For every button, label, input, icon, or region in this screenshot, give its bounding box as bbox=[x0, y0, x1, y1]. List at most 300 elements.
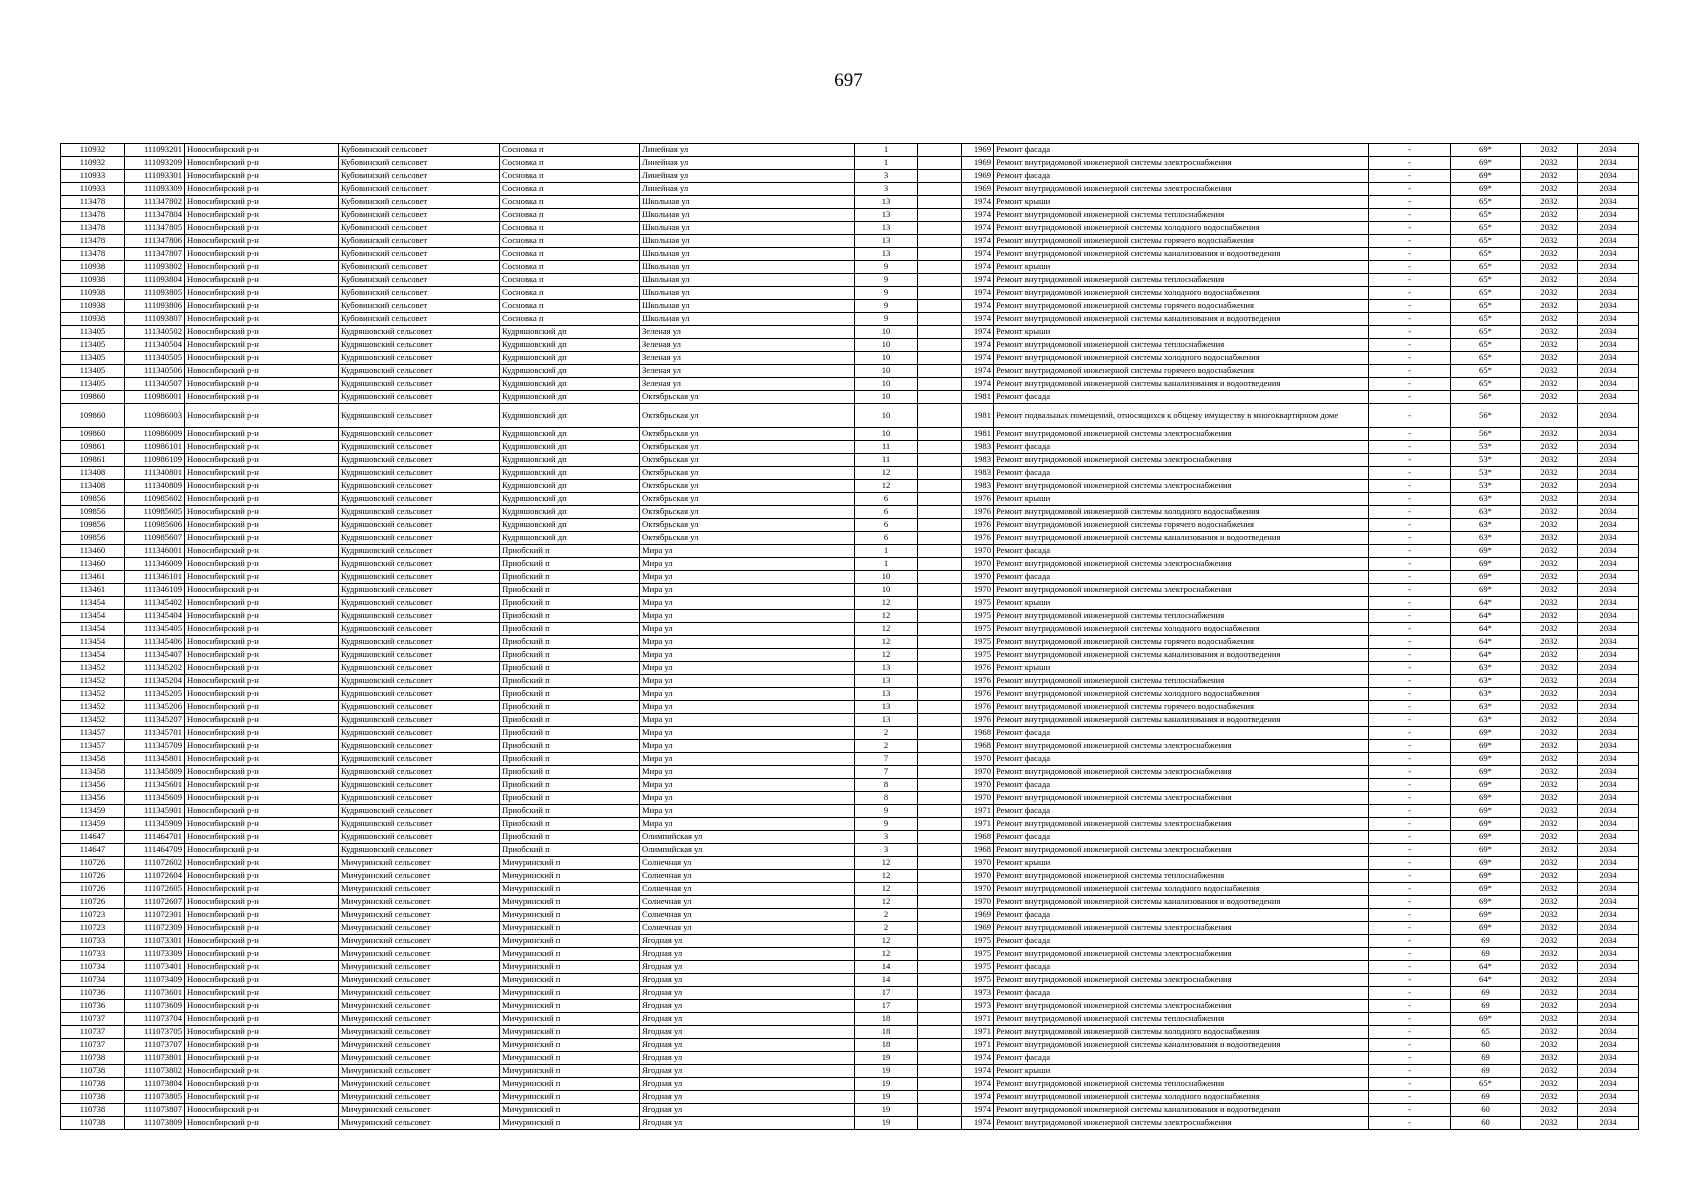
cell-year-start: 2032 bbox=[1521, 870, 1578, 883]
table-row bbox=[61, 532, 1639, 545]
cell-house-number: 8 bbox=[855, 779, 918, 792]
cell-house-id: 113405 bbox=[61, 352, 125, 365]
cell-building bbox=[918, 365, 962, 378]
cell-municipality: Кудряшовский сельсовет bbox=[339, 844, 500, 857]
cell-building bbox=[918, 636, 962, 649]
cell-house-id: 110737 bbox=[61, 1026, 125, 1039]
cell-building bbox=[918, 1026, 962, 1039]
cell-house-number: 2 bbox=[855, 740, 918, 753]
cell-year-start: 2032 bbox=[1521, 493, 1578, 506]
cell-street: Школьная ул bbox=[640, 300, 855, 313]
cell-building bbox=[918, 391, 962, 404]
cell-district: Новосибирский р-н bbox=[185, 183, 339, 196]
cell-value-dash: - bbox=[1369, 235, 1451, 248]
cell-building bbox=[918, 935, 962, 948]
cell-work-id: 111347805 bbox=[125, 222, 185, 235]
cell-building bbox=[918, 454, 962, 467]
cell-year-end: 2034 bbox=[1578, 428, 1639, 441]
cell-settlement: Приобский п bbox=[500, 727, 640, 740]
cell-house-number: 7 bbox=[855, 766, 918, 779]
cell-work-id: 111073609 bbox=[125, 1000, 185, 1013]
table-row bbox=[61, 235, 1639, 248]
repair-schedule-table bbox=[60, 143, 1639, 1130]
cell-year-end: 2034 bbox=[1578, 649, 1639, 662]
cell-house-number: 9 bbox=[855, 818, 918, 831]
cell-year-start: 2032 bbox=[1521, 313, 1578, 326]
cell-building bbox=[918, 545, 962, 558]
table-row bbox=[61, 428, 1639, 441]
cell-value-dash: - bbox=[1369, 948, 1451, 961]
cell-wear-percent: 64* bbox=[1451, 610, 1521, 623]
cell-building bbox=[918, 1013, 962, 1026]
cell-building bbox=[918, 532, 962, 545]
cell-municipality: Кудряшовский сельсовет bbox=[339, 454, 500, 467]
cell-district: Новосибирский р-н bbox=[185, 857, 339, 870]
cell-wear-percent: 69* bbox=[1451, 740, 1521, 753]
cell-municipality: Кубовинский сельсовет bbox=[339, 183, 500, 196]
cell-municipality: Кубовинский сельсовет bbox=[339, 209, 500, 222]
cell-year-end: 2034 bbox=[1578, 727, 1639, 740]
cell-building bbox=[918, 714, 962, 727]
cell-house-id: 114647 bbox=[61, 844, 125, 857]
cell-house-number: 13 bbox=[855, 222, 918, 235]
cell-year-built: 1971 bbox=[962, 1039, 994, 1052]
cell-municipality: Мичуринский сельсовет bbox=[339, 922, 500, 935]
cell-house-number: 14 bbox=[855, 961, 918, 974]
cell-value-dash: - bbox=[1369, 584, 1451, 597]
cell-municipality: Кудряшовский сельсовет bbox=[339, 506, 500, 519]
cell-building bbox=[918, 339, 962, 352]
cell-municipality: Кудряшовский сельсовет bbox=[339, 662, 500, 675]
cell-house-id: 113456 bbox=[61, 792, 125, 805]
table-row bbox=[61, 300, 1639, 313]
cell-building bbox=[918, 1078, 962, 1091]
cell-work-type: Ремонт внутридомовой инженерной системы электроснабжения bbox=[994, 922, 1369, 935]
cell-year-built: 1974 bbox=[962, 1117, 994, 1130]
cell-house-id: 110738 bbox=[61, 1117, 125, 1130]
cell-work-type: Ремонт фасада bbox=[994, 727, 1369, 740]
cell-district: Новосибирский р-н bbox=[185, 248, 339, 261]
cell-house-id: 114647 bbox=[61, 831, 125, 844]
cell-building bbox=[918, 896, 962, 909]
cell-year-built: 1975 bbox=[962, 974, 994, 987]
cell-year-built: 1974 bbox=[962, 300, 994, 313]
cell-work-id: 111345809 bbox=[125, 766, 185, 779]
cell-house-id: 113405 bbox=[61, 339, 125, 352]
cell-house-number: 1 bbox=[855, 545, 918, 558]
cell-value-dash: - bbox=[1369, 326, 1451, 339]
cell-work-type: Ремонт внутридомовой инженерной системы электроснабжения bbox=[994, 183, 1369, 196]
cell-settlement: Мичуринский п bbox=[500, 1104, 640, 1117]
table-row bbox=[61, 183, 1639, 196]
cell-work-id: 111345709 bbox=[125, 740, 185, 753]
cell-municipality: Мичуринский сельсовет bbox=[339, 1091, 500, 1104]
cell-wear-percent: 65* bbox=[1451, 352, 1521, 365]
cell-district: Новосибирский р-н bbox=[185, 740, 339, 753]
cell-value-dash: - bbox=[1369, 857, 1451, 870]
cell-wear-percent: 65* bbox=[1451, 378, 1521, 391]
cell-year-end: 2034 bbox=[1578, 675, 1639, 688]
cell-building bbox=[918, 1000, 962, 1013]
cell-wear-percent: 65* bbox=[1451, 313, 1521, 326]
cell-year-end: 2034 bbox=[1578, 209, 1639, 222]
cell-district: Новосибирский р-н bbox=[185, 753, 339, 766]
cell-building bbox=[918, 766, 962, 779]
cell-year-built: 1971 bbox=[962, 805, 994, 818]
cell-settlement: Мичуринский п bbox=[500, 896, 640, 909]
cell-value-dash: - bbox=[1369, 339, 1451, 352]
cell-year-start: 2032 bbox=[1521, 909, 1578, 922]
cell-house-number: 13 bbox=[855, 662, 918, 675]
cell-municipality: Кудряшовский сельсовет bbox=[339, 740, 500, 753]
cell-settlement: Кудряшовский дп bbox=[500, 493, 640, 506]
cell-house-number: 3 bbox=[855, 831, 918, 844]
cell-year-built: 1974 bbox=[962, 352, 994, 365]
cell-value-dash: - bbox=[1369, 831, 1451, 844]
cell-year-built: 1974 bbox=[962, 274, 994, 287]
cell-building bbox=[918, 1091, 962, 1104]
cell-year-built: 1975 bbox=[962, 623, 994, 636]
cell-building bbox=[918, 428, 962, 441]
cell-house-number: 9 bbox=[855, 313, 918, 326]
cell-street: Ягодная ул bbox=[640, 1013, 855, 1026]
cell-year-start: 2032 bbox=[1521, 883, 1578, 896]
cell-work-type: Ремонт внутридомовой инженерной системы холодного водоснабжения bbox=[994, 352, 1369, 365]
cell-value-dash: - bbox=[1369, 352, 1451, 365]
cell-work-type: Ремонт фасада bbox=[994, 170, 1369, 183]
cell-street: Октябрьская ул bbox=[640, 519, 855, 532]
cell-year-end: 2034 bbox=[1578, 1091, 1639, 1104]
cell-street: Школьная ул bbox=[640, 248, 855, 261]
cell-work-id: 111340809 bbox=[125, 480, 185, 493]
cell-year-built: 1976 bbox=[962, 506, 994, 519]
cell-building bbox=[918, 287, 962, 300]
cell-value-dash: - bbox=[1369, 519, 1451, 532]
table-row bbox=[61, 623, 1639, 636]
cell-value-dash: - bbox=[1369, 662, 1451, 675]
table-row bbox=[61, 248, 1639, 261]
cell-settlement: Приобский п bbox=[500, 844, 640, 857]
table-row bbox=[61, 922, 1639, 935]
cell-work-id: 110985606 bbox=[125, 519, 185, 532]
cell-wear-percent: 63* bbox=[1451, 532, 1521, 545]
cell-building bbox=[918, 1065, 962, 1078]
cell-year-built: 1974 bbox=[962, 365, 994, 378]
cell-district: Новосибирский р-н bbox=[185, 1104, 339, 1117]
cell-year-end: 2034 bbox=[1578, 326, 1639, 339]
cell-building bbox=[918, 740, 962, 753]
cell-year-end: 2034 bbox=[1578, 571, 1639, 584]
cell-year-built: 1974 bbox=[962, 222, 994, 235]
cell-building bbox=[918, 558, 962, 571]
cell-building bbox=[918, 870, 962, 883]
cell-street: Линейная ул bbox=[640, 157, 855, 170]
cell-settlement: Сосновка п bbox=[500, 170, 640, 183]
cell-building bbox=[918, 1052, 962, 1065]
cell-year-built: 1974 bbox=[962, 1052, 994, 1065]
cell-street: Солнечная ул bbox=[640, 870, 855, 883]
table-row bbox=[61, 274, 1639, 287]
cell-year-end: 2034 bbox=[1578, 1104, 1639, 1117]
cell-settlement: Приобский п bbox=[500, 766, 640, 779]
cell-settlement: Сосновка п bbox=[500, 183, 640, 196]
cell-building bbox=[918, 818, 962, 831]
cell-house-id: 113458 bbox=[61, 753, 125, 766]
cell-house-number: 12 bbox=[855, 857, 918, 870]
cell-settlement: Кудряшовский дп bbox=[500, 467, 640, 480]
cell-municipality: Мичуринский сельсовет bbox=[339, 896, 500, 909]
cell-year-built: 1970 bbox=[962, 558, 994, 571]
cell-wear-percent: 64* bbox=[1451, 974, 1521, 987]
cell-street: Ягодная ул bbox=[640, 948, 855, 961]
cell-wear-percent: 56* bbox=[1451, 404, 1521, 428]
cell-year-built: 1968 bbox=[962, 727, 994, 740]
cell-work-type: Ремонт внутридомовой инженерной системы электроснабжения bbox=[994, 766, 1369, 779]
cell-work-id: 111345601 bbox=[125, 779, 185, 792]
cell-work-type: Ремонт внутридомовой инженерной системы электроснабжения bbox=[994, 844, 1369, 857]
cell-wear-percent: 69* bbox=[1451, 183, 1521, 196]
cell-year-end: 2034 bbox=[1578, 909, 1639, 922]
cell-work-type: Ремонт внутридомовой инженерной системы горячего водоснабжения bbox=[994, 636, 1369, 649]
cell-year-built: 1974 bbox=[962, 248, 994, 261]
cell-house-id: 113460 bbox=[61, 545, 125, 558]
cell-value-dash: - bbox=[1369, 391, 1451, 404]
cell-building bbox=[918, 506, 962, 519]
cell-year-end: 2034 bbox=[1578, 974, 1639, 987]
cell-value-dash: - bbox=[1369, 313, 1451, 326]
cell-house-id: 110933 bbox=[61, 170, 125, 183]
cell-year-start: 2032 bbox=[1521, 196, 1578, 209]
cell-wear-percent: 63* bbox=[1451, 714, 1521, 727]
cell-work-type: Ремонт внутридомовой инженерной системы холодного водоснабжения bbox=[994, 1026, 1369, 1039]
cell-settlement: Кудряшовский дп bbox=[500, 428, 640, 441]
cell-year-end: 2034 bbox=[1578, 339, 1639, 352]
cell-house-number: 13 bbox=[855, 714, 918, 727]
cell-municipality: Мичуринский сельсовет bbox=[339, 935, 500, 948]
cell-year-end: 2034 bbox=[1578, 1078, 1639, 1091]
cell-year-end: 2034 bbox=[1578, 701, 1639, 714]
cell-street: Школьная ул bbox=[640, 209, 855, 222]
cell-building bbox=[918, 274, 962, 287]
cell-work-id: 111346001 bbox=[125, 545, 185, 558]
cell-district: Новосибирский р-н bbox=[185, 935, 339, 948]
cell-building bbox=[918, 649, 962, 662]
cell-year-built: 1974 bbox=[962, 209, 994, 222]
cell-house-number: 18 bbox=[855, 1013, 918, 1026]
cell-municipality: Кубовинский сельсовет bbox=[339, 144, 500, 157]
cell-settlement: Приобский п bbox=[500, 779, 640, 792]
cell-house-id: 109861 bbox=[61, 441, 125, 454]
cell-value-dash: - bbox=[1369, 454, 1451, 467]
cell-building bbox=[918, 987, 962, 1000]
cell-municipality: Кудряшовский сельсовет bbox=[339, 519, 500, 532]
cell-work-type: Ремонт фасада bbox=[994, 467, 1369, 480]
cell-settlement: Сосновка п bbox=[500, 222, 640, 235]
cell-year-start: 2032 bbox=[1521, 571, 1578, 584]
cell-year-built: 1976 bbox=[962, 714, 994, 727]
cell-house-id: 109860 bbox=[61, 391, 125, 404]
cell-house-id: 113454 bbox=[61, 623, 125, 636]
cell-work-id: 111345609 bbox=[125, 792, 185, 805]
cell-year-start: 2032 bbox=[1521, 714, 1578, 727]
cell-settlement: Мичуринский п bbox=[500, 1013, 640, 1026]
cell-wear-percent: 69* bbox=[1451, 558, 1521, 571]
table-row bbox=[61, 896, 1639, 909]
cell-building bbox=[918, 1104, 962, 1117]
cell-settlement: Приобский п bbox=[500, 792, 640, 805]
table-row bbox=[61, 313, 1639, 326]
cell-street: Ягодная ул bbox=[640, 1091, 855, 1104]
cell-house-id: 113408 bbox=[61, 467, 125, 480]
cell-year-start: 2032 bbox=[1521, 636, 1578, 649]
cell-year-end: 2034 bbox=[1578, 844, 1639, 857]
cell-settlement: Мичуринский п bbox=[500, 883, 640, 896]
cell-district: Новосибирский р-н bbox=[185, 196, 339, 209]
cell-year-start: 2032 bbox=[1521, 274, 1578, 287]
cell-work-type: Ремонт внутридомовой инженерной системы горячего водоснабжения bbox=[994, 235, 1369, 248]
cell-year-start: 2032 bbox=[1521, 209, 1578, 222]
cell-district: Новосибирский р-н bbox=[185, 818, 339, 831]
cell-building bbox=[918, 235, 962, 248]
cell-municipality: Кубовинский сельсовет bbox=[339, 300, 500, 313]
cell-district: Новосибирский р-н bbox=[185, 610, 339, 623]
cell-district: Новосибирский р-н bbox=[185, 378, 339, 391]
cell-municipality: Кудряшовский сельсовет bbox=[339, 597, 500, 610]
cell-year-start: 2032 bbox=[1521, 545, 1578, 558]
cell-work-id: 111093805 bbox=[125, 287, 185, 300]
cell-settlement: Мичуринский п bbox=[500, 935, 640, 948]
cell-year-start: 2032 bbox=[1521, 365, 1578, 378]
cell-street: Октябрьская ул bbox=[640, 454, 855, 467]
cell-wear-percent: 64* bbox=[1451, 636, 1521, 649]
cell-building bbox=[918, 662, 962, 675]
cell-year-end: 2034 bbox=[1578, 454, 1639, 467]
cell-house-id: 110737 bbox=[61, 1013, 125, 1026]
cell-house-number: 17 bbox=[855, 987, 918, 1000]
cell-year-built: 1975 bbox=[962, 597, 994, 610]
cell-wear-percent: 69* bbox=[1451, 831, 1521, 844]
cell-building bbox=[918, 584, 962, 597]
cell-settlement: Сосновка п bbox=[500, 196, 640, 209]
cell-year-built: 1981 bbox=[962, 428, 994, 441]
cell-house-id: 110726 bbox=[61, 870, 125, 883]
table-row bbox=[61, 584, 1639, 597]
cell-house-id: 109856 bbox=[61, 519, 125, 532]
cell-year-start: 2032 bbox=[1521, 675, 1578, 688]
cell-building bbox=[918, 313, 962, 326]
cell-year-start: 2032 bbox=[1521, 831, 1578, 844]
cell-work-type: Ремонт фасада bbox=[994, 805, 1369, 818]
cell-district: Новосибирский р-н bbox=[185, 274, 339, 287]
cell-municipality: Кубовинский сельсовет bbox=[339, 248, 500, 261]
cell-municipality: Кудряшовский сельсовет bbox=[339, 467, 500, 480]
cell-settlement: Приобский п bbox=[500, 675, 640, 688]
cell-work-type: Ремонт фасада bbox=[994, 571, 1369, 584]
cell-house-number: 10 bbox=[855, 339, 918, 352]
cell-house-id: 110723 bbox=[61, 922, 125, 935]
cell-settlement: Мичуринский п bbox=[500, 1117, 640, 1130]
cell-building bbox=[918, 248, 962, 261]
cell-house-id: 113405 bbox=[61, 326, 125, 339]
cell-wear-percent: 65* bbox=[1451, 274, 1521, 287]
cell-building bbox=[918, 883, 962, 896]
cell-value-dash: - bbox=[1369, 779, 1451, 792]
table-row bbox=[61, 844, 1639, 857]
cell-work-id: 111346009 bbox=[125, 558, 185, 571]
cell-work-id: 111347802 bbox=[125, 196, 185, 209]
cell-district: Новосибирский р-н bbox=[185, 805, 339, 818]
cell-district: Новосибирский р-н bbox=[185, 779, 339, 792]
cell-wear-percent: 69 bbox=[1451, 1000, 1521, 1013]
cell-year-built: 1974 bbox=[962, 1065, 994, 1078]
cell-value-dash: - bbox=[1369, 935, 1451, 948]
cell-street: Линейная ул bbox=[640, 144, 855, 157]
cell-house-id: 113460 bbox=[61, 558, 125, 571]
cell-house-number: 6 bbox=[855, 519, 918, 532]
table-row bbox=[61, 378, 1639, 391]
cell-municipality: Кудряшовский сельсовет bbox=[339, 727, 500, 740]
cell-municipality: Мичуринский сельсовет bbox=[339, 1104, 500, 1117]
cell-house-id: 110738 bbox=[61, 1065, 125, 1078]
cell-value-dash: - bbox=[1369, 922, 1451, 935]
cell-building bbox=[918, 157, 962, 170]
cell-settlement: Сосновка п bbox=[500, 209, 640, 222]
cell-wear-percent: 69* bbox=[1451, 792, 1521, 805]
cell-value-dash: - bbox=[1369, 170, 1451, 183]
cell-value-dash: - bbox=[1369, 805, 1451, 818]
table-row bbox=[61, 454, 1639, 467]
cell-municipality: Мичуринский сельсовет bbox=[339, 1065, 500, 1078]
cell-year-built: 1969 bbox=[962, 144, 994, 157]
cell-work-id: 110986109 bbox=[125, 454, 185, 467]
cell-street: Ягодная ул bbox=[640, 1039, 855, 1052]
cell-value-dash: - bbox=[1369, 1039, 1451, 1052]
cell-year-built: 1981 bbox=[962, 391, 994, 404]
table-row bbox=[61, 857, 1639, 870]
cell-house-id: 113461 bbox=[61, 571, 125, 584]
cell-street: Солнечная ул bbox=[640, 883, 855, 896]
cell-year-start: 2032 bbox=[1521, 948, 1578, 961]
cell-municipality: Кудряшовский сельсовет bbox=[339, 584, 500, 597]
table-row bbox=[61, 326, 1639, 339]
cell-settlement: Мичуринский п bbox=[500, 961, 640, 974]
table-row bbox=[61, 1117, 1639, 1130]
cell-municipality: Кубовинский сельсовет bbox=[339, 170, 500, 183]
cell-building bbox=[918, 779, 962, 792]
table-row bbox=[61, 196, 1639, 209]
cell-house-id: 113408 bbox=[61, 480, 125, 493]
cell-house-id: 113454 bbox=[61, 610, 125, 623]
cell-house-id: 113478 bbox=[61, 235, 125, 248]
cell-house-id: 109861 bbox=[61, 454, 125, 467]
cell-street: Мира ул bbox=[640, 727, 855, 740]
cell-work-type: Ремонт крыши bbox=[994, 326, 1369, 339]
cell-street: Школьная ул bbox=[640, 313, 855, 326]
table-row bbox=[61, 701, 1639, 714]
cell-house-number: 3 bbox=[855, 844, 918, 857]
table-row bbox=[61, 1000, 1639, 1013]
cell-street: Ягодная ул bbox=[640, 974, 855, 987]
cell-work-id: 111340502 bbox=[125, 326, 185, 339]
cell-work-type: Ремонт внутридомовой инженерной системы теплоснабжения bbox=[994, 339, 1369, 352]
cell-work-id: 111093802 bbox=[125, 261, 185, 274]
cell-year-start: 2032 bbox=[1521, 222, 1578, 235]
cell-district: Новосибирский р-н bbox=[185, 883, 339, 896]
cell-district: Новосибирский р-н bbox=[185, 545, 339, 558]
cell-house-number: 6 bbox=[855, 532, 918, 545]
cell-district: Новосибирский р-н bbox=[185, 365, 339, 378]
cell-year-start: 2032 bbox=[1521, 597, 1578, 610]
